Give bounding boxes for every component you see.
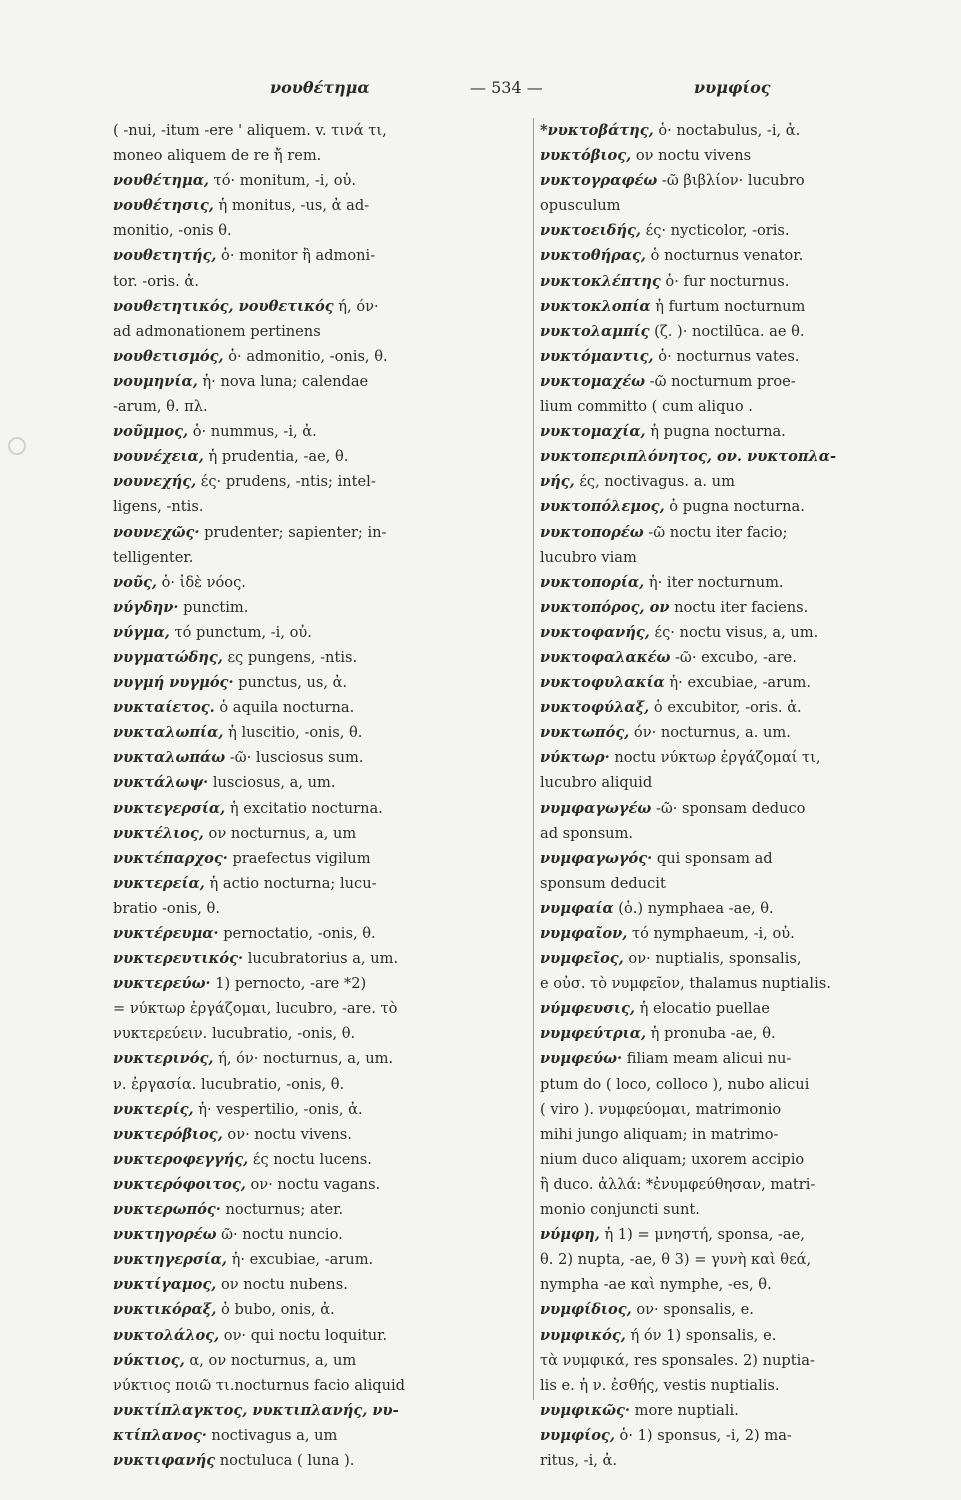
definition-text: νύκτιος ποιῶ τι.nocturnus facio aliquid <box>113 1376 406 1394</box>
entry-line <box>113 971 538 996</box>
page-number: — 534 — <box>470 78 543 97</box>
definition-text: (ζ. )· noctilūca. ae θ. <box>649 322 805 340</box>
entry-line <box>113 796 538 821</box>
headword: νυκτογραφέω <box>540 172 658 190</box>
entry-line <box>540 344 961 369</box>
entry-line <box>113 1122 538 1147</box>
margin-stamp <box>8 437 26 455</box>
entry-line <box>113 319 538 344</box>
header-left-guideword: νουθέτημα <box>270 78 370 97</box>
definition-text: όν· nocturnus, a. um. <box>629 724 791 742</box>
headword: νυκτωπός, <box>540 724 630 742</box>
entry-line <box>113 1097 538 1122</box>
headword: νυκτοπεριπλόνητος, ον. νυκτοπλα- <box>540 448 837 466</box>
definition-text: ές· prudens, -ntis; intel- <box>196 473 376 491</box>
headword: νυκτερόβιος, <box>113 1125 223 1143</box>
entry-line <box>113 269 538 294</box>
headword: νυκτοθήρας, <box>540 247 646 265</box>
entry-line <box>540 770 961 795</box>
headword: νυκτοπορία, <box>540 573 645 591</box>
definition-text: monio conjuncti sunt. <box>540 1201 700 1219</box>
headword: νυκτοπόρος, ον <box>540 598 670 616</box>
headword: νυμφίος, <box>540 1426 615 1444</box>
definition-text: ῶ· noctu nuncio. <box>216 1226 343 1244</box>
definition-text: -ῶ nocturnum proe- <box>645 372 796 390</box>
entry-line <box>113 871 538 896</box>
definition-text: punctus, us, ἀ. <box>233 674 348 692</box>
headword: νύμφευσις, <box>540 1000 635 1018</box>
definition-text: ἡ pronuba -ae, θ. <box>646 1025 776 1043</box>
entry-line <box>540 670 961 695</box>
entry-line <box>540 193 961 218</box>
headword: νυκτομαχία, <box>540 423 646 441</box>
entry-line <box>113 1423 538 1448</box>
entry-line <box>113 921 538 946</box>
entry-line <box>113 419 538 444</box>
entry-line <box>113 570 538 595</box>
definition-text: ἡ elocatio puellae <box>634 1000 770 1018</box>
definition-text: tor. -oris. ἀ. <box>113 272 199 290</box>
definition-text: τό· monitum, -i, οὐ. <box>209 172 357 190</box>
headword: νυγμή νυγμός· <box>113 674 234 692</box>
entry-line <box>113 344 538 369</box>
entry-line <box>113 1348 538 1373</box>
entry-line <box>540 745 961 770</box>
entry-line <box>540 1247 961 1272</box>
entry-line <box>113 846 538 871</box>
headword: νυκτοφυλακία <box>540 674 665 692</box>
entry-line <box>540 1147 961 1172</box>
left-column <box>113 118 538 1473</box>
definition-text: ή όν 1) sponsalis, e. <box>625 1326 777 1344</box>
definition-text: noctu νύκτωρ ἐργάζομαί τι, <box>609 749 821 767</box>
definition-text: ἡ· iter nocturnum. <box>644 573 784 591</box>
headword: νυκτέπαρχος· <box>113 849 228 867</box>
headword: νυκτικόραξ, <box>113 1301 217 1319</box>
entry-line <box>113 143 538 168</box>
page-header <box>0 78 961 104</box>
entry-line <box>113 595 538 620</box>
definition-text: mihi jungo aliquam; in matrimo- <box>540 1125 779 1143</box>
definition-text: telligenter. <box>113 548 194 566</box>
definition-text: ἡ· nova luna; calendae <box>197 372 369 390</box>
definition-text: filiam meam alicui nu- <box>622 1050 792 1068</box>
headword: νυκταλωπάω <box>113 749 226 767</box>
headword: νυκτόμαντις, <box>540 347 654 365</box>
definition-text: pernoctatio, -onis, θ. <box>218 925 376 942</box>
entry-line <box>540 1272 961 1297</box>
headword: νυκτοφαλακέω <box>540 648 671 666</box>
definition-text: ή, όν· <box>333 297 379 315</box>
definition-text: -ῶ noctu iter facio; <box>643 523 788 541</box>
definition-text: ὁ pugna nocturna. <box>664 498 805 516</box>
definition-text: ἡ furtum nocturnum <box>650 297 806 315</box>
definition-text: lucubratorius a, um. <box>243 950 399 968</box>
headword: νυκτερόφοιτος, <box>113 1175 246 1193</box>
headword: νυκτολαμπίς <box>540 322 650 340</box>
definition-text: ὁ nocturnus venator. <box>646 247 804 265</box>
definition-text: = νύκτωρ ἐργάζομαι, lucubro, -are. τὸ <box>113 1000 398 1018</box>
definition-text: ἡ· excubiae, -arum. <box>664 674 811 692</box>
entry-line <box>540 444 961 469</box>
definition-text: ν. ἐργασία. lucubratio, -onis, θ. <box>113 1075 345 1093</box>
definition-text: ὁ· noctabulus, -i, ἀ. <box>653 122 801 139</box>
definition-text: ἡ· excubiae, -arum. <box>226 1251 374 1269</box>
headword: νυκτερεύω· <box>113 975 211 993</box>
definition-text: moneo aliquem de re ἤ rem. <box>113 147 322 165</box>
definition-text: ον· qui noctu loquitur. <box>219 1326 388 1344</box>
entry-line <box>540 1172 961 1197</box>
headword: νυκτοπόλεμος, <box>540 498 665 516</box>
entry-line <box>113 620 538 645</box>
entry-line <box>540 520 961 545</box>
definition-text: noctuluca ( luna ). <box>215 1451 355 1469</box>
definition-text: ἡ actio nocturna; lucu- <box>204 874 377 892</box>
headword: νυμφεῖος, <box>540 950 624 968</box>
entry-line <box>113 1297 538 1322</box>
entry-line <box>113 545 538 570</box>
definition-text: punctim. <box>178 598 249 616</box>
headword: νυμφαῖον, <box>540 925 628 942</box>
entry-line <box>113 1046 538 1071</box>
definition-text: sponsum deducit <box>540 874 666 892</box>
headword: νυκτομαχέω <box>540 372 646 390</box>
headword: νυκτηγερσία, <box>113 1251 227 1269</box>
definition-text: ή, όν· nocturnus, a, um. <box>213 1050 394 1068</box>
headword: νυμφικός, <box>540 1326 626 1344</box>
headword: νής, <box>540 473 575 491</box>
entry-line <box>540 118 961 143</box>
headword: νυκτοφανής, <box>540 623 650 641</box>
entry-line <box>113 218 538 243</box>
entry-line <box>540 394 961 419</box>
headword: νυκτάλωψ· <box>113 774 209 792</box>
headword: νυκτολάλος, <box>113 1326 220 1344</box>
definition-text: more nuptiali. <box>630 1401 739 1419</box>
definition-text: opusculum <box>540 197 621 215</box>
entry-line <box>540 168 961 193</box>
entry-line <box>113 1448 538 1473</box>
definition-text: nium duco aliquam; uxorem accipio <box>540 1150 805 1168</box>
entry-line <box>113 494 538 519</box>
definition-text: ὁ· nocturnus vates. <box>653 347 800 365</box>
headword: νουθετητικός, νουθετικός <box>113 297 334 315</box>
entry-line <box>540 1197 961 1222</box>
entry-line <box>113 1172 538 1197</box>
headword: νυκτίγαμος, <box>113 1276 217 1294</box>
entry-line <box>540 419 961 444</box>
definition-text: νυκτερεύειν. lucubratio, -onis, θ. <box>113 1025 356 1043</box>
entry-line <box>540 469 961 494</box>
entry-line <box>540 695 961 720</box>
definition-text: ον· sponsalis, e. <box>631 1301 754 1319</box>
definition-text: ἢ duco. ἀλλά: *ἐνυμφεύθησαν, matri- <box>540 1175 816 1193</box>
entry-line <box>540 796 961 821</box>
headword: *νυκτοβάτης, <box>540 122 654 139</box>
headword: νυμφίδιος, <box>540 1301 632 1319</box>
entry-line <box>113 1147 538 1172</box>
definition-text: ον noctu vivens <box>631 147 752 165</box>
definition-text: noctu iter faciens. <box>669 598 809 616</box>
headword: νουθετητής, <box>113 247 217 265</box>
definition-text: τό nymphaeum, -i, οὐ. <box>627 925 795 942</box>
definition-text: -arum, θ. πλ. <box>113 398 208 416</box>
definition-text: 1) pernocto, -are *2) <box>210 975 367 993</box>
entry-line <box>540 1423 961 1448</box>
definition-text: ptum do ( loco, colloco ), nubo alicui <box>540 1075 810 1093</box>
entry-line <box>540 821 961 846</box>
headword: νύκτωρ· <box>540 749 610 767</box>
definition-text: ἡ prudentia, -ae, θ. <box>203 448 349 466</box>
headword: νυμφαγωγέω <box>540 799 652 817</box>
headword: νυκτέλιος, <box>113 824 204 842</box>
headword: νυκταίετος. <box>113 699 215 717</box>
definition-text: ὁ bubo, onis, ἀ. <box>216 1301 335 1319</box>
definition-text: ἡ 1) = μνηστή, sponsa, -ae, <box>599 1226 805 1244</box>
entry-line <box>113 946 538 971</box>
definition-text: lucubro aliquid <box>540 774 653 792</box>
entry-line <box>540 595 961 620</box>
entry-line <box>113 1373 538 1398</box>
headword: νυμφαία <box>540 899 614 917</box>
definition-text: monitio, -onis θ. <box>113 222 232 240</box>
definition-text: ές noctu lucens. <box>248 1150 372 1168</box>
headword: νυκτίπλαγκτος, νυκτιπλανής, νυ- <box>113 1401 399 1419</box>
headword: νουνεχής, <box>113 473 197 491</box>
definition-text: ligens, -ntis. <box>113 498 204 516</box>
headword: κτίπλανος· <box>113 1426 207 1444</box>
headword: νυκτερεία, <box>113 874 205 892</box>
entry-line <box>113 1272 538 1297</box>
headword: νυκτερευτικός· <box>113 950 244 968</box>
definition-text: ές· nycticolor, -oris. <box>641 222 790 240</box>
entry-line <box>540 896 961 921</box>
definition-text: e οὐσ. τὸ νυμφεῖον, thalamus nuptialis. <box>540 975 831 993</box>
definition-text: ὁ· monitor ἢ admoni- <box>216 247 376 265</box>
entry-line <box>113 1323 538 1348</box>
definition-text: ad sponsum. <box>540 824 634 842</box>
definition-text: ritus, -i, ἀ. <box>540 1451 618 1469</box>
entry-line <box>540 720 961 745</box>
entry-line <box>540 143 961 168</box>
definition-text: ον· noctu vagans. <box>245 1175 381 1193</box>
headword: νυγματώδης, <box>113 648 223 666</box>
entry-line <box>113 1247 538 1272</box>
definition-text: ον nocturnus, a, um <box>203 824 357 842</box>
headword: νυκτερωπός· <box>113 1201 221 1219</box>
headword: νουθέτημα, <box>113 172 210 190</box>
definition-text: qui sponsam ad <box>652 849 773 867</box>
entry-line <box>113 770 538 795</box>
definition-text: ἡ monitus, -us, ἀ ad- <box>213 197 370 215</box>
definition-text: ὁ· ἰδὲ νόος. <box>156 573 246 591</box>
entry-line <box>540 846 961 871</box>
definition-text: ἡ luscitio, -onis, θ. <box>223 724 363 742</box>
definition-text: τό punctum, -i, οὐ. <box>169 623 312 641</box>
definition-text: ( -nui, -itum -ere ' aliquem. v. τινά τι, <box>113 122 387 139</box>
definition-text: lusciosus, a, um. <box>208 774 336 792</box>
entry-line <box>113 821 538 846</box>
headword: νουνεχῶς· <box>113 523 200 541</box>
headword: νουνέχεια, <box>113 448 204 466</box>
entry-line <box>113 469 538 494</box>
entry-line <box>540 1021 961 1046</box>
headword: νυκτοπορέω <box>540 523 644 541</box>
headword: νυκτέρευμα· <box>113 925 219 942</box>
headword: νοῦς, <box>113 573 157 591</box>
entry-line <box>113 394 538 419</box>
definition-text: ὁ· 1) sponsus, -i, 2) ma- <box>614 1426 792 1444</box>
headword: νύγδην· <box>113 598 179 616</box>
definition-text: ὁ· fur nocturnus. <box>660 272 790 290</box>
entry-line <box>113 520 538 545</box>
headword: νυκτοκλοπία <box>540 297 651 315</box>
definition-text: prudenter; sapienter; in- <box>199 523 387 541</box>
entry-line <box>113 1222 538 1247</box>
headword: νυμφικῶς· <box>540 1401 630 1419</box>
entry-line <box>540 545 961 570</box>
entry-line <box>540 620 961 645</box>
entry-line <box>540 1072 961 1097</box>
definition-text: ες pungens, -ntis. <box>222 648 358 666</box>
headword: νυκτοφύλαξ, <box>540 699 650 717</box>
entry-line <box>540 996 961 1021</box>
entry-line <box>540 1297 961 1322</box>
entry-line <box>540 946 961 971</box>
definition-text: lium committo ( cum aliquo . <box>540 398 753 416</box>
definition-text: ὁ excubitor, -oris. ἀ. <box>649 699 802 717</box>
definition-text: -ῶ· lusciosus sum. <box>225 749 364 767</box>
entry-line <box>540 494 961 519</box>
definition-text: ές· noctu visus, a, um. <box>649 623 819 641</box>
headword: νύκτιος, <box>113 1351 185 1369</box>
definition-text: ον· nuptialis, sponsalis, <box>623 950 802 968</box>
entry-line <box>113 996 538 1021</box>
header-right-guideword: νυμφίος <box>694 78 771 97</box>
definition-text: ἡ· vespertilio, -onis, ἀ. <box>193 1100 363 1118</box>
definition-text: (ὁ.) nymphaea -ae, θ. <box>613 899 774 917</box>
headword: νυμφαγωγός· <box>540 849 653 867</box>
entry-line <box>113 1072 538 1097</box>
headword: νουθέτησις, <box>113 197 214 215</box>
entry-line <box>540 1122 961 1147</box>
entry-line <box>113 243 538 268</box>
entry-line <box>113 369 538 394</box>
definition-text: nocturnus; ater. <box>220 1201 344 1219</box>
definition-text: lis e. ἡ ν. ἐσθής, vestis nuptialis. <box>540 1376 780 1394</box>
entry-line <box>540 1097 961 1122</box>
entry-line <box>540 369 961 394</box>
entry-line <box>113 695 538 720</box>
entry-line <box>540 921 961 946</box>
headword: νυκταλωπία, <box>113 724 224 742</box>
headword: νυκτεγερσία, <box>113 799 226 817</box>
entry-line <box>113 1021 538 1046</box>
definition-text: praefectus vigilum <box>227 849 371 867</box>
entry-line <box>540 570 961 595</box>
definition-text: nympha -ae καὶ nymphe, -es, θ. <box>540 1276 772 1294</box>
headword: νυμφεύτρια, <box>540 1025 647 1043</box>
headword: νύμφη, <box>540 1226 600 1244</box>
entry-line <box>540 971 961 996</box>
headword: νυκτερίς, <box>113 1100 194 1118</box>
entry-line <box>113 670 538 695</box>
right-column <box>533 118 961 1469</box>
definition-text: ὁ· admonitio, -onis, θ. <box>223 347 388 365</box>
entry-line <box>540 218 961 243</box>
headword: νυκτιφανής <box>113 1451 216 1469</box>
definition-text: ὁ aquila nocturna. <box>214 699 355 717</box>
headword: νυκτόβιος, <box>540 147 632 165</box>
entry-line <box>540 1398 961 1423</box>
definition-text: θ. 2) nupta, -ae, θ 3) = γυνὴ καὶ θεά, <box>540 1251 812 1269</box>
definition-text: α, ον nocturnus, a, um <box>184 1351 357 1369</box>
entry-line <box>113 118 538 143</box>
headword: νυκτοειδής, <box>540 222 641 240</box>
entry-line <box>113 444 538 469</box>
headword: νυκτηγορέω <box>113 1226 217 1244</box>
headword: νοῦμμος, <box>113 423 189 441</box>
entry-line <box>540 243 961 268</box>
definition-text: noctivagus a, um <box>206 1426 338 1444</box>
definition-text: ( viro ). νυμφεύομαι, matrimonio <box>540 1100 782 1118</box>
definition-text: ον noctu nubens. <box>216 1276 348 1294</box>
definition-text: ὁ· nummus, -i, ἀ. <box>188 423 317 441</box>
entry-line <box>540 269 961 294</box>
entry-line <box>113 896 538 921</box>
definition-text: ον· noctu vivens. <box>222 1125 352 1143</box>
headword: νυκτοκλέπτης <box>540 272 661 290</box>
definition-text: ἡ excitatio nocturna. <box>225 799 383 817</box>
definition-text: bratio -onis, θ. <box>113 899 220 917</box>
headword: νουμηνία, <box>113 372 198 390</box>
entry-line <box>113 745 538 770</box>
entry-line <box>113 294 538 319</box>
definition-text: -ῶ· excubo, -are. <box>670 648 797 666</box>
headword: νύγμα, <box>113 623 170 641</box>
headword: νουθετισμός, <box>113 347 224 365</box>
definition-text: ad admonationem pertinens <box>113 322 321 340</box>
definition-text: -ῶ βιβλίον· lucubro <box>657 172 805 190</box>
entry-line <box>540 1448 961 1473</box>
entry-line <box>540 294 961 319</box>
entry-line <box>540 1373 961 1398</box>
definition-text: ἡ pugna nocturna. <box>645 423 786 441</box>
entry-line <box>540 319 961 344</box>
entry-line <box>113 1197 538 1222</box>
entry-line <box>113 168 538 193</box>
definition-text: -ῶ· sponsam deduco <box>651 799 806 817</box>
definition-text: ές, noctivagus. a. um <box>574 473 735 491</box>
entry-line <box>540 1222 961 1247</box>
entry-line <box>540 1348 961 1373</box>
headword: νυμφεύω· <box>540 1050 623 1068</box>
entry-line <box>113 720 538 745</box>
entry-line <box>540 1323 961 1348</box>
entry-line <box>540 1046 961 1071</box>
definition-text: τὰ νυμφικά, res sponsales. 2) nuptia- <box>540 1351 815 1369</box>
definition-text: lucubro viam <box>540 548 637 566</box>
headword: νυκτεροφεγγής, <box>113 1150 249 1168</box>
entry-line <box>540 645 961 670</box>
entry-line <box>113 193 538 218</box>
entry-line <box>540 871 961 896</box>
entry-line <box>113 1398 538 1423</box>
entry-line <box>113 645 538 670</box>
headword: νυκτερινός, <box>113 1050 214 1068</box>
